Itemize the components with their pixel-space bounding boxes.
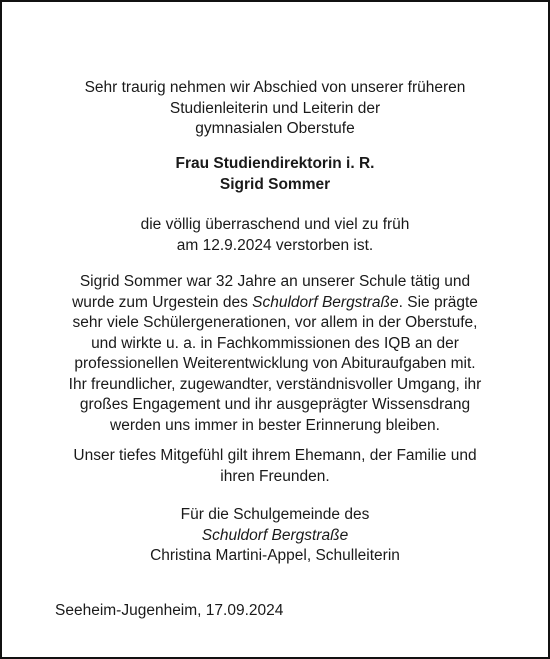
signature-line: Für die Schulgemeinde des: [180, 506, 370, 523]
condolence-line: ihren Freunden.: [220, 467, 330, 485]
death-line: die völlig überraschend und viel zu früh: [140, 216, 410, 233]
bio-line: professionellen Weiterentwicklung von Abituraufgaben mit.: [74, 355, 476, 372]
deceased-name: Sigrid Sommer: [219, 175, 331, 193]
bio-text: . Sie prägte: [398, 293, 478, 311]
signature-block: [2, 505, 548, 567]
signature-signer: Christina Martini-Appel, Schulleiterin: [150, 547, 400, 564]
bio-line: großes Engagement und ihr ausgeprägter Wissensdrang: [79, 396, 471, 413]
death-statement: [2, 215, 548, 256]
condolence-line: Unser tiefes Mitgefühl gilt ihrem Ehemann, der Familie und: [73, 447, 477, 464]
deceased-title: Frau Studiendirektorin i. R.: [175, 155, 375, 172]
intro-text: [2, 78, 548, 140]
bio-text: wurde zum Urgestein des: [72, 293, 253, 311]
bio-line: sehr viele Schülergenerationen, vor allem in der Oberstufe,: [72, 314, 478, 331]
bio-line: und wirkte u. a. in Fachkommissionen des IQB an der: [91, 334, 459, 352]
bio-line: Sigrid Sommer war 32 Jahre an unserer Schule tätig und: [79, 273, 471, 290]
place-date: Seeheim-Jugenheim, 17.09.2024: [55, 602, 284, 619]
school-name-italic: Schuldorf Bergstraße: [252, 293, 399, 311]
bio-line: [2, 293, 548, 314]
bio-line: werden uns immer in bester Erinnerung bleiben.: [110, 416, 440, 434]
condolence-text: [2, 446, 548, 487]
death-line: am 12.9.2024 verstorben ist.: [176, 236, 374, 254]
intro-line: Studienleiterin und Leiterin der: [169, 99, 381, 117]
intro-line: Sehr traurig nehmen wir Abschied von unserer früheren: [84, 79, 466, 96]
bio-line: Ihr freundlicher, zugewandter, verständnisvoller Umgang, ihr: [68, 375, 482, 393]
intro-line: gymnasialen Oberstufe: [195, 120, 355, 137]
deceased-heading: [2, 154, 548, 195]
biography-paragraph: [2, 272, 548, 436]
signature-school: Schuldorf Bergstraße: [201, 526, 349, 544]
